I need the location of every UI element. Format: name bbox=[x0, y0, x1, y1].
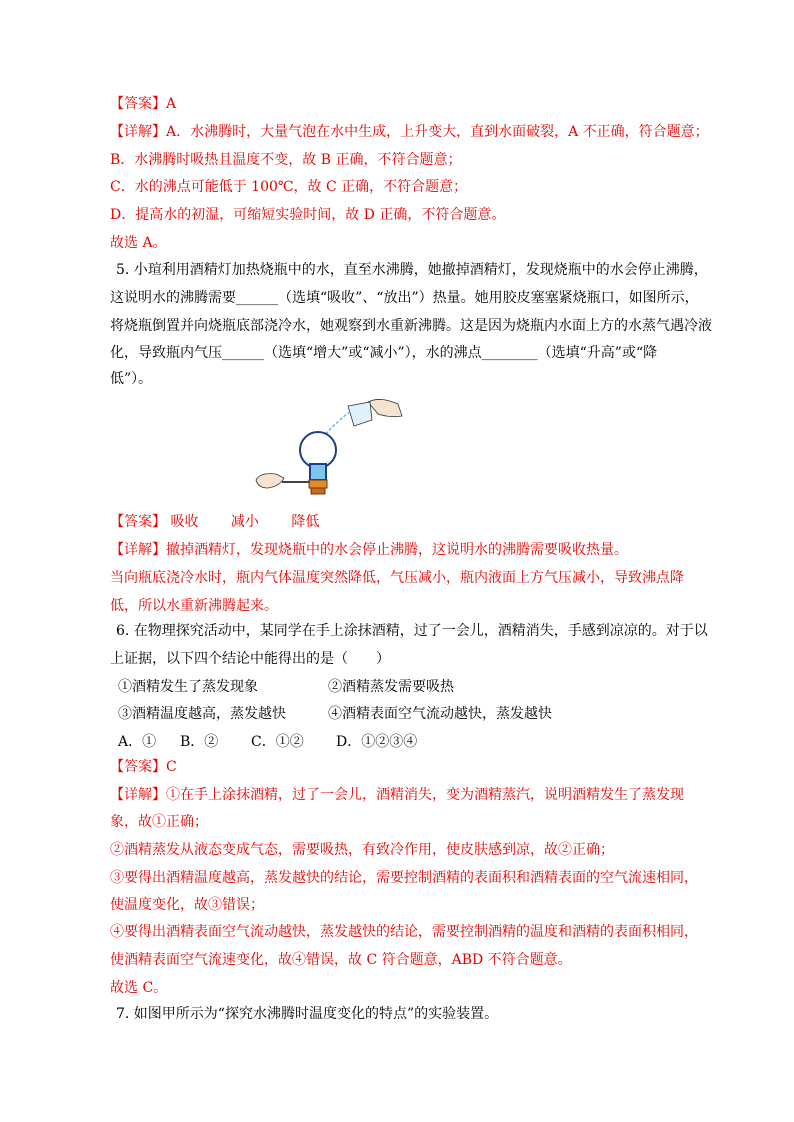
q5-stem-line-4: 化，导致瓶内气压______（选填“增大”或“减小”），水的沸点________（选填“升高”或“降 bbox=[110, 345, 658, 361]
q6-detail-2: 象，故①正确； bbox=[110, 814, 208, 830]
holding-hand-icon bbox=[256, 474, 310, 488]
statement-1: ①酒精发生了蒸发现象 bbox=[118, 679, 258, 695]
q6-conclusion: 故选 C。 bbox=[110, 980, 168, 996]
q6-stem-line-1: 6. 在物理探究活动中，某同学在手上涂抹酒精，过了一会儿，酒精消失，手感到凉凉的。对于以 bbox=[116, 623, 708, 639]
q7-stem-line-1: 7. 如图甲所示为“探究水沸腾时温度变化的特点”的实验装置。 bbox=[116, 1006, 499, 1022]
q5-stem-line-2: 这说明水的沸腾需要______（选填“吸收”、“放出”）热量。她用胶皮塞塞紧烧瓶口，如图所示， bbox=[110, 290, 699, 306]
statement-3: ③酒精温度越高，蒸发越快 bbox=[118, 706, 286, 722]
q5-detail-1: 【详解】撤掉酒精灯，发现烧瓶中的水会停止沸腾，这说明水的沸腾需要吸收热量。 bbox=[110, 542, 628, 558]
q6-detail-4: ③要得出酒精温度越高，蒸发越快的结论，需要控制酒精的表面积和酒精表面的空气流速相同， bbox=[110, 870, 698, 886]
option-d: D．①②③④ bbox=[336, 734, 418, 750]
q5-answer: 【答案】 吸收 减小 降低 bbox=[110, 514, 320, 530]
q6-answer: 【答案】C bbox=[110, 759, 177, 775]
q5-detail-3: 低，所以水重新沸腾起来。 bbox=[110, 598, 278, 614]
statement-2: ②酒精蒸发需要吸热 bbox=[328, 679, 454, 695]
option-c: C．①② bbox=[251, 734, 304, 750]
q6-detail-6: ④要得出酒精表面空气流动越快，蒸发越快的结论，需要控制酒精的温度和酒精的表面积相同， bbox=[110, 924, 698, 940]
q6-detail-5: 使温度变化，故③错误； bbox=[110, 897, 264, 913]
q6-detail-3: ②酒精蒸发从液态变成气态，需要吸热，有致冷作用，使皮肤感到凉，故②正确； bbox=[110, 842, 614, 858]
q5-stem-line-1: 5. 小瑄利用酒精灯加热烧瓶中的水，直至水沸腾，她撤掉酒精灯，发现烧瓶中的水会停止沸腾， bbox=[116, 262, 708, 278]
statement-4: ④酒精表面空气流动越快，蒸发越快 bbox=[328, 706, 552, 722]
inverted-flask-figure bbox=[250, 394, 410, 504]
q4-answer: 【答案】A bbox=[110, 96, 177, 112]
q4-detail-d: D．提高水的初温，可缩短实验时间，故 D 正确，不符合题意。 bbox=[110, 207, 506, 223]
q5-stem-line-5: 低”）。 bbox=[110, 371, 153, 387]
pouring-hand-icon bbox=[348, 399, 402, 426]
q6-stem-line-2: 上证据，以下四个结论中能得出的是（ ） bbox=[110, 651, 390, 667]
q6-detail-1: 【详解】①在手上涂抹酒精，过了一会儿，酒精消失，变为酒精蒸汽，说明酒精发生了蒸发现 bbox=[110, 787, 684, 803]
option-b: B．② bbox=[180, 734, 219, 750]
q4-detail-a: 【详解】A．水沸腾时，大量气泡在水中生成，上升变大，直到水面破裂，A 不正确，符合题意； bbox=[110, 124, 709, 140]
q6-detail-7: 使酒精表面空气流速变化，故④错误，故 C 符合题意，ABD 不符合题意。 bbox=[110, 952, 572, 968]
flask-icon bbox=[300, 432, 336, 494]
q4-detail-b: B．水沸腾时吸热且温度不变，故 B 正确，不符合题意； bbox=[110, 152, 462, 168]
q4-conclusion: 故选 A。 bbox=[110, 235, 167, 251]
q4-detail-c: C．水的沸点可能低于 100℃，故 C 正确，不符合题意； bbox=[110, 179, 468, 195]
option-a: A．① bbox=[118, 734, 157, 750]
q5-detail-2: 当向瓶底浇冷水时，瓶内气体温度突然降低，气压减小，瓶内液面上方气压减小，导致沸点降 bbox=[110, 570, 684, 586]
q5-stem-line-3: 将烧瓶倒置并向烧瓶底部浇冷水，她观察到水重新沸腾。这是因为烧瓶内水面上方的水蒸气遇冷液 bbox=[110, 318, 712, 334]
